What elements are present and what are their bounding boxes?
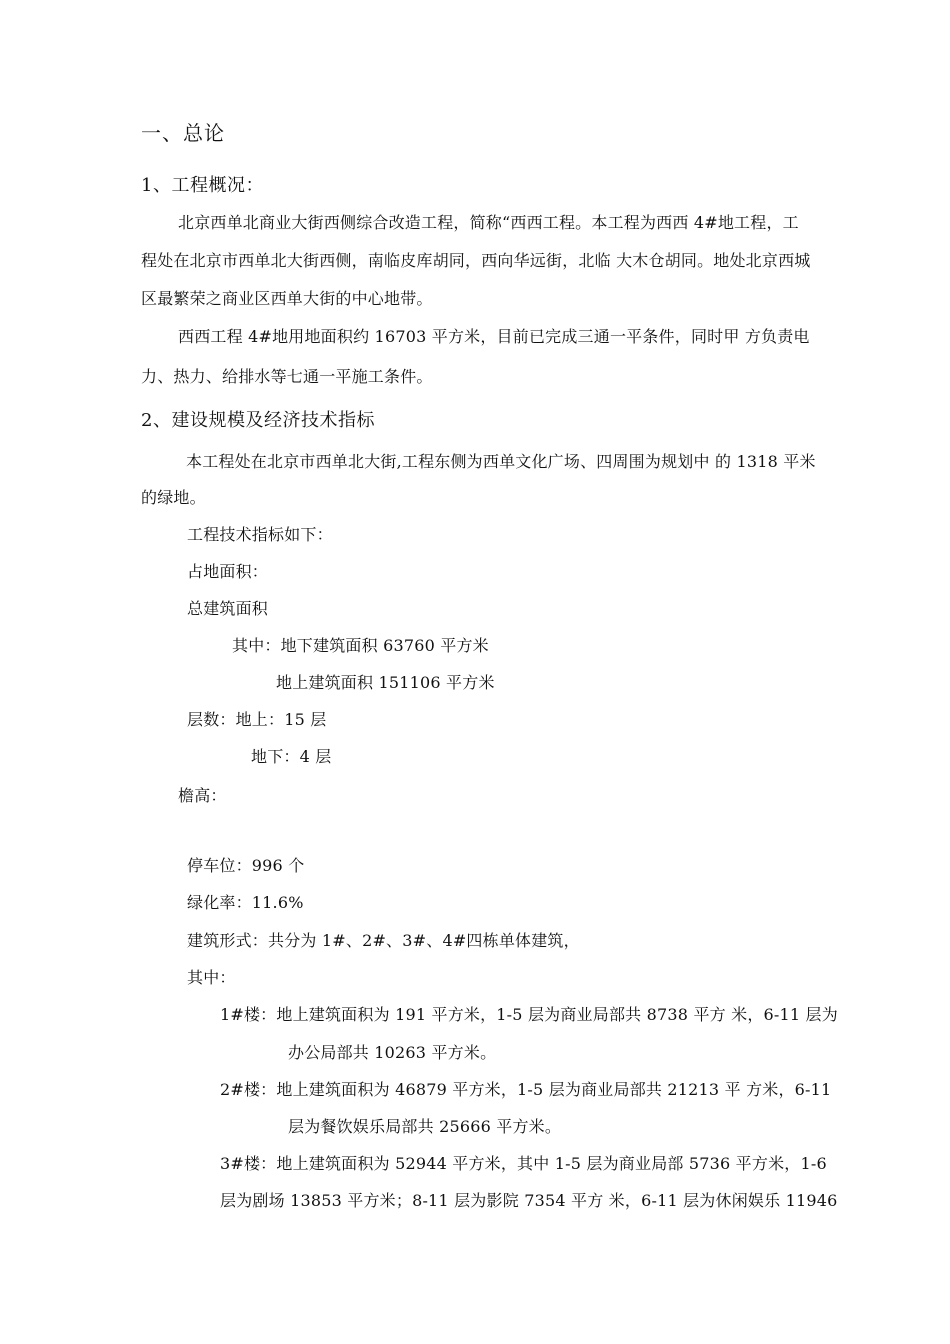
building-2-line: 2#楼：地上建筑面积为 46879 平方米，1-5 层为商业局部共 21213 平 方米，6-11 [220, 1080, 832, 1099]
paragraph-line: 的绿地。 [141, 488, 206, 507]
floors-below: 地下：4 层 [251, 747, 332, 766]
paragraph-line: 力、热力、给排水等七通一平施工条件。 [141, 367, 433, 386]
land-area: 占地面积： [187, 562, 269, 581]
indicators-intro: 工程技术指标如下： [187, 525, 333, 544]
building-1-line: 办公局部共 10263 平方米。 [288, 1043, 497, 1062]
aboveground-area: 地上建筑面积 151106 平方米 [276, 673, 495, 692]
underground-area: 其中：地下建筑面积 63760 平方米 [232, 636, 489, 655]
floors-above: 层数：地上：15 层 [187, 710, 327, 729]
parking-spaces: 停车位：996 个 [187, 856, 305, 875]
green-rate: 绿化率：11.6% [187, 893, 304, 912]
building-3-line: 层为剧场 13853 平方米；8-11 层为影院 7354 平方 米，6-11 层为休闲娱乐 11946 [220, 1191, 838, 1210]
building-3-line: 3#楼：地上建筑面积为 52944 平方米，其中 1-5 层为商业局部 5736 平方米，1-6 [220, 1154, 827, 1173]
paragraph-line: 区最繁荣之商业区西单大街的中心地带。 [141, 289, 433, 308]
building-form: 建筑形式：共分为 1#、2#、3#、4#四栋单体建筑， [187, 931, 580, 950]
building-2-line: 层为餐饮娱乐局部共 25666 平方米。 [288, 1117, 562, 1136]
total-building-area: 总建筑面积 [187, 599, 269, 618]
among-label: 其中： [187, 968, 236, 987]
paragraph-line: 北京西单北商业大街西侧综合改造工程，简称“西西工程。本工程为西西 4#地工程，工 [178, 213, 799, 232]
paragraph-line: 本工程处在北京市西单北大街,工程东侧为西单文化广场、四周围为规划中 的 1318 平米 [186, 452, 816, 471]
building-1-line: 1#楼：地上建筑面积为 191 平方米，1-5 层为商业局部共 8738 平方 米，6-11 层为 [220, 1005, 838, 1024]
paragraph-line: 程处在北京市西单北大街西侧，南临皮库胡同，西向华远街，北临 大木仓胡同。地处北京西城 [141, 251, 811, 270]
eave-height: 檐高： [178, 786, 227, 805]
subsection-heading-project-overview: 1、工程概况： [141, 175, 264, 196]
section-heading-general: 一、总论 [141, 121, 225, 145]
subsection-heading-scale-indicators: 2、建设规模及经济技术指标 [141, 410, 375, 431]
paragraph-line: 西西工程 4#地用地面积约 16703 平方米，目前已完成三通一平条件，同时甲 方负责电 [178, 327, 810, 346]
